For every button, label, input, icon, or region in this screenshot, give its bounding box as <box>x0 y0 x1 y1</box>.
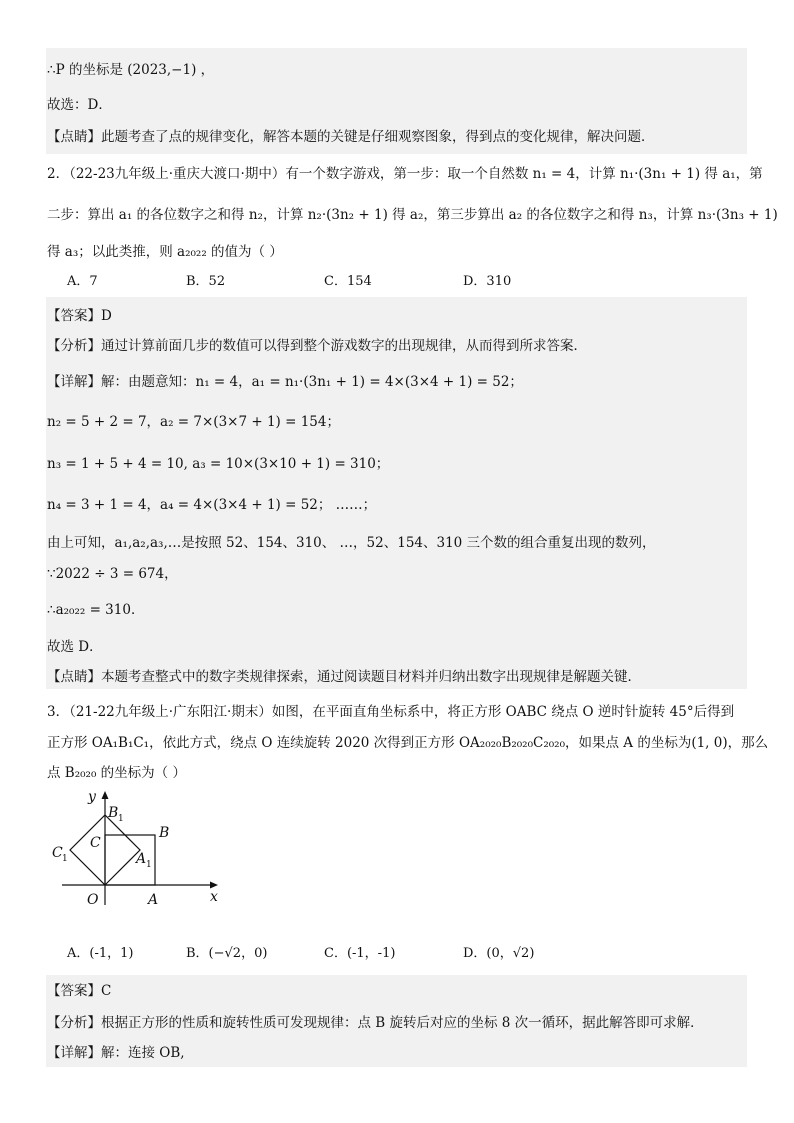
q3-detail: 【详解】解：连接 OB, <box>47 1045 185 1061</box>
q3-option-a: A．(-1，1) <box>67 946 134 961</box>
q2-option-b: B．52 <box>186 274 226 289</box>
question-3-line-3: 点 B₂₀₂₀ 的坐标为（ ） <box>47 765 186 781</box>
label-b1-subscript: 1 <box>118 814 124 824</box>
label-a: A <box>148 892 159 908</box>
conclusion-line: ∴P 的坐标是 (2023,−1) ， <box>47 62 215 78</box>
q3-option-b: B．(−√2，0) <box>186 946 268 961</box>
q2-choice: 故选 D． <box>47 639 103 655</box>
q2-comment: 【点睛】本题考查整式中的数字类规律探索，通过阅读题目材料并归纳出数字出现规律是解题关键． <box>47 669 641 685</box>
q3-analysis: 【分析】根据正方形的性质和旋转性质可发现规律：点 B 旋转后对应的坐标 8 次一循环，据此解答即可求解． <box>47 1015 704 1031</box>
q2-detail-6: ∵2022 ÷ 3 = 674， <box>47 566 178 582</box>
q3-option-d: D．(0，√2) <box>463 946 535 961</box>
label-c1-subscript: 1 <box>62 854 68 864</box>
answer-choice-line: 故选：D． <box>47 97 112 113</box>
label-b1: B <box>108 805 119 821</box>
comment-line: 【点睛】此题考查了点的规律变化，解答本题的关键是仔细观察图象，得到点的变化规律，解决问题． <box>47 129 655 145</box>
q3-option-c: C．(-1，-1) <box>324 946 396 961</box>
label-b: B <box>159 825 170 841</box>
q2-answer: 【答案】D <box>47 308 112 324</box>
q2-detail-5: 由上可知，a₁,a₂,a₃,…是按照 52、154、310、 …，52、154、310 三个数的组合重复出现的数列， <box>47 535 656 551</box>
question-2-line-3: 得 a₃；以此类推，则 a₂₀₂₂ 的值为（ ） <box>47 244 283 260</box>
square-rotation-figure <box>50 785 240 915</box>
question-3-line-2: 正方形 OA₁B₁C₁，依此方式，绕点 O 连续旋转 2020 次得到正方形 OA₂₀₂₀B₂₀₂₀C₂₀₂₀，如果点 A 的坐标为(1, 0)，那么 <box>47 735 769 751</box>
q2-detail-3: n₃ = 1 + 5 + 4 = 10, a₃ = 10×(3×10 + 1) = 310； <box>47 456 390 472</box>
label-a1: A <box>136 851 147 867</box>
q3-answer: 【答案】C <box>47 983 112 999</box>
q2-detail-4: n₄ = 3 + 1 = 4，a₄ = 4×(3×4 + 1) = 52； ……； <box>47 497 377 513</box>
question-2-line-2: 二步：算出 a₁ 的各位数字之和得 n₂，计算 n₂·(3n₂ + 1) 得 a₂，第三步算出 a₂ 的各位数字之和得 n₃，计算 n₃·(3n₃ + 1) <box>47 207 778 223</box>
q2-analysis: 【分析】通过计算前面几步的数值可以得到整个游戏数字的出现规律，从而得到所求答案． <box>47 338 587 354</box>
q2-option-d: D．310 <box>463 274 512 289</box>
label-c: C <box>90 835 101 851</box>
label-a1-subscript: 1 <box>146 860 152 870</box>
q2-option-c: C．154 <box>324 274 372 289</box>
q2-detail-1: 【详解】解：由题意知：n₁ = 4，a₁ = n₁·(3n₁ + 1) = 4×(3×4 + 1) = 52； <box>47 374 523 390</box>
x-axis-arrow <box>210 882 218 889</box>
q2-detail-7: ∴a₂₀₂₂ = 310． <box>47 602 145 618</box>
q2-option-a: A．7 <box>67 274 98 289</box>
label-y: y <box>88 789 96 805</box>
q2-detail-2: n₂ = 5 + 2 = 7，a₂ = 7×(3×7 + 1) = 154； <box>47 414 340 430</box>
question-3-line-1: 3．（21-22九年级上·广东阳江·期末）如图，在平面直角坐标系中，将正方形 OABC 绕点 O 逆时针旋转 45°后得到 <box>47 704 735 720</box>
question-2-line-1: 2．（22-23九年级上·重庆大渡口·期中）有一个数字游戏，第一步：取一个自然数 n₁ = 4，计算 n₁·(3n₁ + 1) 得 a₁，第 <box>47 166 763 182</box>
label-x: x <box>210 889 218 905</box>
y-axis-arrow <box>102 791 109 799</box>
label-o: O <box>87 892 99 908</box>
label-c1: C <box>52 845 63 861</box>
